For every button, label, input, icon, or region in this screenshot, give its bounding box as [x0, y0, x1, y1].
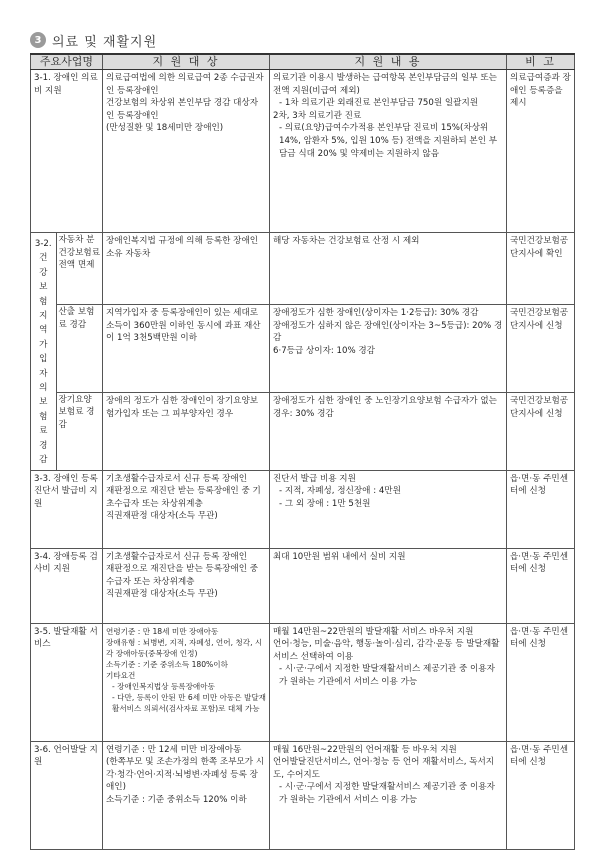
list-item: 매월 14만원~22만원의 발달재활 서비스 바우처 지원 — [273, 626, 474, 637]
group-char: 가 — [39, 339, 48, 350]
note-cell: 의료급여증과 장애인 등록증을 제시 — [507, 70, 575, 233]
list-item: 2차, 3차 의료기관 진료 — [273, 110, 362, 121]
list-item: 연령기준 : 만 12세 미만 비장애아동 — [106, 744, 242, 755]
list-item: 기타요건 — [106, 670, 136, 680]
content-cell — [270, 70, 507, 233]
list-item: - 1차 의료기관 외래진료 본인부담금 750원 일괄지원 — [279, 98, 479, 109]
target-cell — [103, 233, 270, 305]
list-item: 건강보험의 차상위 본인부담 경감 대상자인 등록장애인 — [106, 98, 259, 121]
list-item: - 다만, 등록이 안된 만 6세 미만 아동은 발달재활서비스 의뢰서(검사자료 포함)로 대체 가능 — [112, 692, 266, 713]
list-item: 언어발달진단서비스, 언어·청능 등 언어 재활서비스, 독서지도, 수어지도 — [273, 757, 495, 780]
table-row — [31, 741, 575, 849]
program-name: 3-4. 장애등록 검사비 지원 — [31, 548, 103, 623]
header-program: 주요사업명 — [31, 54, 103, 70]
table-row — [31, 393, 575, 470]
group-char: 보 — [39, 397, 48, 408]
program-group-inner — [31, 233, 102, 470]
table-row — [31, 623, 575, 741]
list-item: 매월 16만원~22만원의 언어재활 등 바우처 지원 — [273, 744, 457, 755]
target-cell — [103, 623, 270, 741]
list-item: - 장애인복지법상 등록장애아동 — [112, 681, 215, 691]
list-item: - 그 외 장애 : 1만 5천원 — [279, 498, 371, 509]
section-number-badge: 3 — [30, 32, 46, 48]
section-title: 의료 및 재활지원 — [52, 34, 158, 50]
group-char: 역 — [39, 325, 48, 336]
group-char: 료 — [39, 426, 48, 437]
target-cell — [103, 470, 270, 548]
table-row — [31, 548, 575, 623]
list-item: 언어·청능, 미술·음악, 행동·놀이·심리, 감각·운동 등 발달재활서비스 선택하여 이용 — [273, 639, 500, 662]
list-item: 장애정도가 심한 장애인 중 노인장기요양보험 수급자가 없는 경우: 30% 경감 — [273, 396, 497, 419]
list-item: - 지적, 자폐성, 정신장애 : 4만원 — [279, 486, 401, 497]
group-char: 입 — [39, 354, 48, 365]
header-target: 지 원 대 상 — [103, 54, 270, 70]
sub-program-name: 장기요양 보험료 경감 — [58, 394, 95, 431]
content-cell — [270, 305, 507, 393]
list-item: 의료기관 이용시 발생하는 급여항목 본인부담금의 일부 또는 전액 지원(비급여 제외) — [273, 73, 497, 96]
note-cell: 읍·면·동 주민센터에 신청 — [507, 470, 575, 548]
header-note: 비 고 — [507, 54, 575, 70]
program-name: 3-5. 발달재활 서비스 — [31, 623, 103, 741]
table-row — [31, 470, 575, 548]
table-row — [31, 233, 575, 305]
note-cell: 읍·면·동 주민센터에 신청 — [507, 623, 575, 741]
list-item: - 의료(요양)급여수가적용 본인부담 진료비 15%(차상위 14%, 암환자 5%, 입원 10% 등) 전액을 지원하되 본인 부담금 식대 20% 및 약제비는 지원하지 않음 — [279, 123, 498, 159]
list-item: 의료급여법에 의한 의료급여 2종 수급권자인 등록장애인 — [106, 73, 264, 96]
target-cell — [103, 548, 270, 623]
list-item: 기초생활수급자로서 신규 등록 장애인 — [106, 473, 248, 484]
list-item: 연령기준 : 만 18세 미만 장애아동 — [106, 626, 219, 636]
content-cell — [270, 393, 507, 470]
section-heading — [30, 30, 157, 50]
list-item: (한쪽부모 및 조손가정의 한쪽 조부모가 시각·청각·언어·지적·뇌병변·자폐성 등록 장애인) — [106, 757, 265, 793]
program-name: 3-1. 장애인 의료비 지원 — [31, 70, 103, 233]
list-item: 직권재판정 대상자(소득 무관) — [106, 589, 218, 600]
group-char: 강 — [39, 267, 48, 278]
content-cell — [270, 548, 507, 623]
program-name: 3-3. 장애인 등록 진단서 발급비 지원 — [31, 470, 103, 548]
list-item: 재판정으로 재진단 받는 등록장애인 중 기초수급자 또는 차상위계층 — [106, 486, 261, 509]
note-cell: 국민건강보험공단지사에 확인 — [507, 233, 575, 305]
list-item: 장애인복지법 규정에 의해 등록한 장애인 소유 자동차 — [106, 236, 259, 259]
support-table — [30, 53, 575, 850]
list-item: 해당 자동차는 건강보험료 산정 시 제외 — [273, 236, 420, 246]
group-char: 보 — [39, 282, 48, 293]
target-cell — [103, 305, 270, 393]
sub-program-name: 산출 보험료 경감 — [56, 305, 102, 392]
target-cell — [103, 741, 270, 849]
note-cell: 읍·면·동 주민센터에 신청 — [507, 548, 575, 623]
content-cell — [270, 470, 507, 548]
list-item: 장애정도가 심하지 않은 장애인(상이자는 3~5등급): 20% 경감 — [273, 320, 503, 344]
list-item: - 시·군·구에서 지정한 발달재활서비스 제공기관 중 이용자가 원하는 기관에서 서비스 이용 가능 — [279, 782, 495, 805]
group-char: 경 — [39, 440, 48, 451]
header-content: 지 원 내 용 — [270, 54, 507, 70]
sub-program-name: 자동차 분 건강보험료 전액 면제 — [56, 233, 102, 305]
list-item: 최대 10만원 범위 내에서 실비 지원 — [273, 551, 406, 562]
program-group-name — [31, 233, 56, 470]
list-item: 소득기준 : 기준 중위소득 120% 이하 — [106, 794, 247, 805]
table-row — [31, 70, 575, 233]
list-item: 지역가입자 중 등록장애인이 있는 세대로 소득이 360만원 이하인 동시에 과표 재산이 1억 3천5백만원 이하 — [106, 308, 261, 344]
list-item: 장애정도가 심한 장애인(상이자는 1·2등급): 30% 경감 — [273, 308, 479, 319]
group-char: 자 — [39, 368, 48, 379]
group-char: 감 — [39, 455, 48, 466]
group-char: 험 — [39, 296, 48, 307]
program-name: 3-6. 언어발달 지원 — [31, 741, 103, 849]
target-cell — [103, 393, 270, 470]
note-cell: 읍·면·동 주민센터에 신청 — [507, 741, 575, 849]
list-item: 진단서 발급 비용 지원 — [273, 473, 356, 484]
list-item: 직권재판정 대상자(소득 무관) — [106, 511, 218, 522]
group-char: 험 — [39, 411, 48, 422]
list-item: 장애의 정도가 심한 장애인이 장기요양보험가입자 또는 그 피부양자인 경우 — [106, 396, 259, 419]
list-item: 6·7등급 상이자: 10% 경감 — [273, 346, 375, 357]
target-cell — [103, 70, 270, 233]
list-item: (만성질환 및 18세미만 장애인) — [106, 123, 224, 134]
program-group-cell — [31, 233, 103, 471]
table-header-row — [31, 54, 575, 70]
group-char: 지 — [39, 311, 48, 322]
note-cell: 국민건강보험공단지사에 신청 — [507, 393, 575, 470]
note-cell: 국민건강보험공단지사에 신청 — [507, 305, 575, 393]
table-row — [31, 305, 575, 393]
list-item: 기초생활수급자로서 신규 등록 장애인 — [106, 551, 248, 562]
group-char: 3-2. — [34, 239, 52, 249]
group-char: 건 — [39, 253, 48, 264]
content-cell — [270, 623, 507, 741]
content-cell — [270, 233, 507, 305]
list-item: 장애유형 : 뇌병변, 지적, 자폐성, 언어, 청각, 시각 장애아동(중복장애 인정) — [106, 637, 263, 658]
list-item: 소득기준 : 기준 중위소득 180%이하 — [106, 659, 228, 669]
list-item: 재판정으로 재진단을 받는 등록장애인 중 수급자 또는 차상위계층 — [106, 564, 259, 587]
group-char: 의 — [39, 383, 48, 394]
list-item: - 시·군·구에서 지정한 발달재활서비스 제공기관 중 이용자가 원하는 기관에서 서비스 이용 가능 — [279, 664, 495, 687]
content-cell — [270, 741, 507, 849]
